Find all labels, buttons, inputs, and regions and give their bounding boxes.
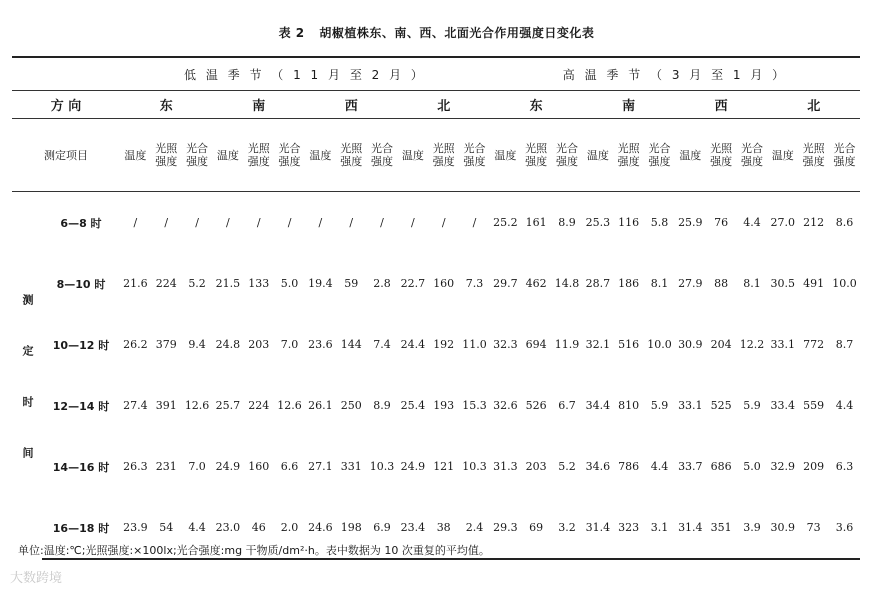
table-cell: 12.6 (184, 399, 210, 412)
table-cell: 6.9 (367, 497, 398, 559)
table-cell: 59 (344, 277, 359, 290)
table-cell: 4.4 (743, 216, 761, 229)
table-cell: 32.1 (585, 338, 611, 351)
table-cell: 121 (433, 460, 455, 473)
table-cell: 209 (803, 460, 825, 473)
table-footnote: 单位:温度:℃;光照强度:×100lx;光合强度:mg 干物质/dm²·h。表中数据为 10 次重复的平均值。 (18, 544, 490, 557)
table-cell: 8.1 (650, 277, 669, 290)
table-cell: / (256, 216, 261, 229)
table-cell: 24.4 (400, 338, 426, 351)
table-cell: 491 (803, 277, 825, 290)
temperature-header: 温度 (582, 119, 613, 192)
direction-label: 方 向 (12, 91, 120, 119)
table-cell: 462 (525, 277, 547, 290)
table-cell: 38 (428, 497, 459, 559)
table-cell: 27.0 (770, 216, 796, 229)
light-intensity-header: 光照强度 (428, 119, 459, 192)
temperature-header: 温度 (212, 119, 243, 192)
table-cell: 88 (714, 277, 729, 290)
table-cell: 25.9 (678, 216, 703, 229)
table-cell: 15.3 (462, 399, 487, 412)
season-header-blank (12, 57, 120, 91)
table-cell: 5.2 (188, 277, 206, 290)
table-cell: 24.8 (215, 338, 241, 351)
table-cell: 5.0 (280, 277, 299, 290)
table-cell: 76 (714, 216, 729, 229)
table-cell: 27.4 (123, 399, 148, 412)
time-period-cell: 8—10 时 (56, 277, 106, 291)
table-cell: 23.9 (120, 497, 151, 559)
table-cell: 10.0 (647, 338, 672, 351)
table-cell: 7.0 (280, 338, 299, 351)
table-cell: 24.9 (400, 460, 426, 473)
table-cell: 25.2 (493, 216, 518, 229)
table-cell: 2.4 (459, 497, 490, 559)
table-cell: 161 (525, 216, 547, 229)
table-cell: 12.6 (277, 399, 302, 412)
table-row (12, 375, 860, 436)
direction-5: 南 (582, 91, 674, 119)
photosynthesis-intensity-header: 光合强度 (182, 119, 213, 192)
table-cell: 8.6 (835, 216, 854, 229)
direction-3: 北 (397, 91, 489, 119)
table-cell: 10.0 (832, 277, 857, 290)
table-cell: 32.9 (770, 460, 796, 473)
table-cell: 351 (706, 497, 737, 559)
photosynthesis-table (12, 56, 860, 560)
light-intensity-header: 光照强度 (798, 119, 829, 192)
table-cell: 331 (340, 460, 362, 473)
temperature-header: 温度 (490, 119, 521, 192)
direction-1: 南 (212, 91, 304, 119)
table-cell: 379 (155, 338, 177, 351)
table-cell: 10.3 (369, 460, 395, 473)
table-cell: 33.1 (770, 338, 796, 351)
table-cell: / (164, 216, 169, 229)
table-cell: 391 (155, 399, 177, 412)
measure-items-row (12, 119, 860, 192)
table-cell: 192 (433, 338, 455, 351)
table-cell: 19.4 (308, 277, 333, 290)
season-header-row (12, 57, 860, 91)
table-cell: 23.0 (212, 497, 243, 559)
table-cell: 26.1 (308, 399, 333, 412)
table-cell: 144 (340, 338, 362, 351)
table-cell: 23.4 (397, 497, 428, 559)
table-row (12, 253, 860, 314)
table-cell: 26.3 (123, 460, 148, 473)
table-cell: 25.4 (400, 399, 426, 412)
table-cell: / (287, 216, 292, 229)
table-cell: 30.9 (678, 338, 703, 351)
table-cell: 22.7 (400, 277, 426, 290)
table-cell: 7.4 (373, 338, 391, 351)
table-cell: / (133, 216, 138, 229)
table-cell: 32.3 (493, 338, 518, 351)
table-cell: 4.4 (650, 460, 669, 473)
photosynthesis-intensity-header: 光合强度 (829, 119, 860, 192)
high-temperature-season: 高 温 季 节 （ 3 月 至 1 月 ） (490, 57, 860, 91)
table-cell: 3.9 (737, 497, 768, 559)
photosynthesis-intensity-header: 光合强度 (459, 119, 490, 192)
table-caption (0, 24, 873, 41)
direction-4: 东 (490, 91, 582, 119)
table-cell: 29.3 (490, 497, 521, 559)
table-cell: 33.1 (678, 399, 703, 412)
table-cell: 203 (248, 338, 270, 351)
light-intensity-header: 光照强度 (521, 119, 552, 192)
table-cell: 46 (243, 497, 274, 559)
table-row (12, 436, 860, 497)
table-cell: 21.6 (123, 277, 148, 290)
table-cell: 27.1 (308, 460, 333, 473)
table-cell: 559 (803, 399, 825, 412)
table-cell: 694 (525, 338, 547, 351)
temperature-header: 温度 (767, 119, 798, 192)
table-cell: 31.3 (493, 460, 518, 473)
table-cell: 30.9 (767, 497, 798, 559)
table-cell: 2.8 (373, 277, 391, 290)
table-cell: / (349, 216, 354, 229)
table-cell: 516 (618, 338, 640, 351)
photosynthesis-intensity-header: 光合强度 (274, 119, 305, 192)
table-cell: 2.0 (274, 497, 305, 559)
light-intensity-header: 光照强度 (706, 119, 737, 192)
direction-row (12, 91, 860, 119)
table-cell: / (226, 216, 230, 229)
table-cell: 10.3 (462, 460, 487, 473)
light-intensity-header: 光照强度 (336, 119, 367, 192)
temperature-header: 温度 (305, 119, 336, 192)
low-temperature-season: 低 温 季 节 （ 1 1 月 至 2 月 ） (120, 57, 490, 91)
table-cell: / (472, 216, 477, 229)
table-cell: 3.2 (552, 497, 583, 559)
table-cell: 8.9 (373, 399, 391, 412)
table-cell: 5.8 (650, 216, 669, 229)
table-cell: 5.9 (743, 399, 761, 412)
table-cell: 203 (525, 460, 547, 473)
table-cell: 27.9 (678, 277, 703, 290)
table-cell: / (195, 216, 199, 229)
light-intensity-header: 光照强度 (151, 119, 182, 192)
table-cell: 8.9 (558, 216, 576, 229)
temperature-header: 温度 (675, 119, 706, 192)
temperature-header: 温度 (120, 119, 151, 192)
time-group-text: 测定时间 (21, 293, 34, 498)
time-group-label (12, 192, 42, 560)
table-cell: 4.4 (835, 399, 854, 412)
table-cell: 69 (521, 497, 552, 559)
table-cell: 323 (613, 497, 644, 559)
photosynthesis-intensity-header: 光合强度 (737, 119, 768, 192)
table-cell: 198 (336, 497, 367, 559)
time-period-cell: 16—18 时 (42, 497, 120, 559)
table-cell: 5.9 (650, 399, 669, 412)
table-cell: 31.4 (582, 497, 613, 559)
light-intensity-header: 光照强度 (613, 119, 644, 192)
table-cell: 193 (433, 399, 455, 412)
table-cell: 31.4 (675, 497, 706, 559)
table-cell: 33.7 (678, 460, 703, 473)
temperature-header: 温度 (397, 119, 428, 192)
table-cell: 30.5 (770, 277, 796, 290)
items-label: 测定项目 (12, 119, 120, 192)
table-cell: 231 (155, 460, 177, 473)
table-cell: 26.2 (123, 338, 148, 351)
table-cell: 73 (798, 497, 829, 559)
table-title: 胡椒植株东、南、西、北面光合作用强度日变化表 (319, 26, 595, 40)
table-cell: 186 (618, 277, 640, 290)
table-cell: / (411, 216, 415, 229)
table-cell: 24.6 (305, 497, 336, 559)
watermark: 大数跨境 (10, 571, 63, 586)
table-cell: 8.7 (835, 338, 854, 351)
table-cell: 810 (618, 399, 640, 412)
table-cell: 686 (710, 460, 732, 473)
table-cell: 525 (710, 399, 732, 412)
table-cell: 212 (803, 216, 825, 229)
table-cell: 6.3 (835, 460, 854, 473)
table-cell: 34.4 (585, 399, 611, 412)
table-cell: 116 (618, 216, 640, 229)
table-cell: 11.9 (554, 338, 580, 351)
table-cell: / (318, 216, 323, 229)
table-cell: 204 (710, 338, 732, 351)
table-row (12, 314, 860, 375)
direction-2: 西 (305, 91, 397, 119)
table-cell: 4.4 (182, 497, 213, 559)
table-cell: 8.1 (743, 277, 761, 290)
table-cell: 786 (618, 460, 640, 473)
table-cell: 7.0 (188, 460, 206, 473)
table-cell: 5.2 (558, 460, 576, 473)
table-row (12, 192, 860, 254)
table-cell: 6.7 (558, 399, 576, 412)
direction-0: 东 (120, 91, 212, 119)
table-cell: 772 (803, 338, 825, 351)
table-cell: 160 (433, 277, 455, 290)
table-cell: 14.8 (554, 277, 580, 290)
time-period-cell: 14—16 时 (52, 460, 110, 474)
table-cell: 21.5 (215, 277, 241, 290)
table-cell: 5.0 (743, 460, 761, 473)
table-cell: 12.2 (739, 338, 765, 351)
table-cell: 25.3 (585, 216, 611, 229)
direction-6: 西 (675, 91, 767, 119)
photosynthesis-intensity-header: 光合强度 (367, 119, 398, 192)
photosynthesis-intensity-header: 光合强度 (644, 119, 675, 192)
table-cell: 54 (151, 497, 182, 559)
table-number: 表 2 (278, 26, 305, 40)
table-cell: 224 (155, 277, 177, 290)
table-cell: 34.6 (585, 460, 611, 473)
table-cell: 33.4 (770, 399, 796, 412)
table-cell: 24.9 (215, 460, 241, 473)
table-cell: 9.4 (188, 338, 206, 351)
table-cell: 160 (248, 460, 270, 473)
table-cell: 29.7 (493, 277, 518, 290)
table-cell: 3.1 (644, 497, 675, 559)
light-intensity-header: 光照强度 (243, 119, 274, 192)
table-cell: 526 (525, 399, 547, 412)
table-cell: 224 (248, 399, 270, 412)
table-cell: 250 (340, 399, 362, 412)
table-cell: 3.6 (829, 497, 860, 559)
time-period-cell: 12—14 时 (52, 399, 110, 413)
table-cell: 7.3 (465, 277, 484, 290)
table-cell: 133 (248, 277, 270, 290)
table-cell: / (380, 216, 384, 229)
table-cell: 23.6 (308, 338, 333, 351)
time-period-cell: 6—8 时 (60, 216, 102, 230)
table-cell: 11.0 (462, 338, 487, 351)
table-cell: 25.7 (215, 399, 241, 412)
table-cell: / (441, 216, 446, 229)
table-cell: 32.6 (493, 399, 518, 412)
direction-7: 北 (767, 91, 860, 119)
time-period-cell: 10—12 时 (52, 338, 110, 352)
table-cell: 6.6 (280, 460, 299, 473)
table-cell: 28.7 (585, 277, 611, 290)
photosynthesis-intensity-header: 光合强度 (552, 119, 583, 192)
